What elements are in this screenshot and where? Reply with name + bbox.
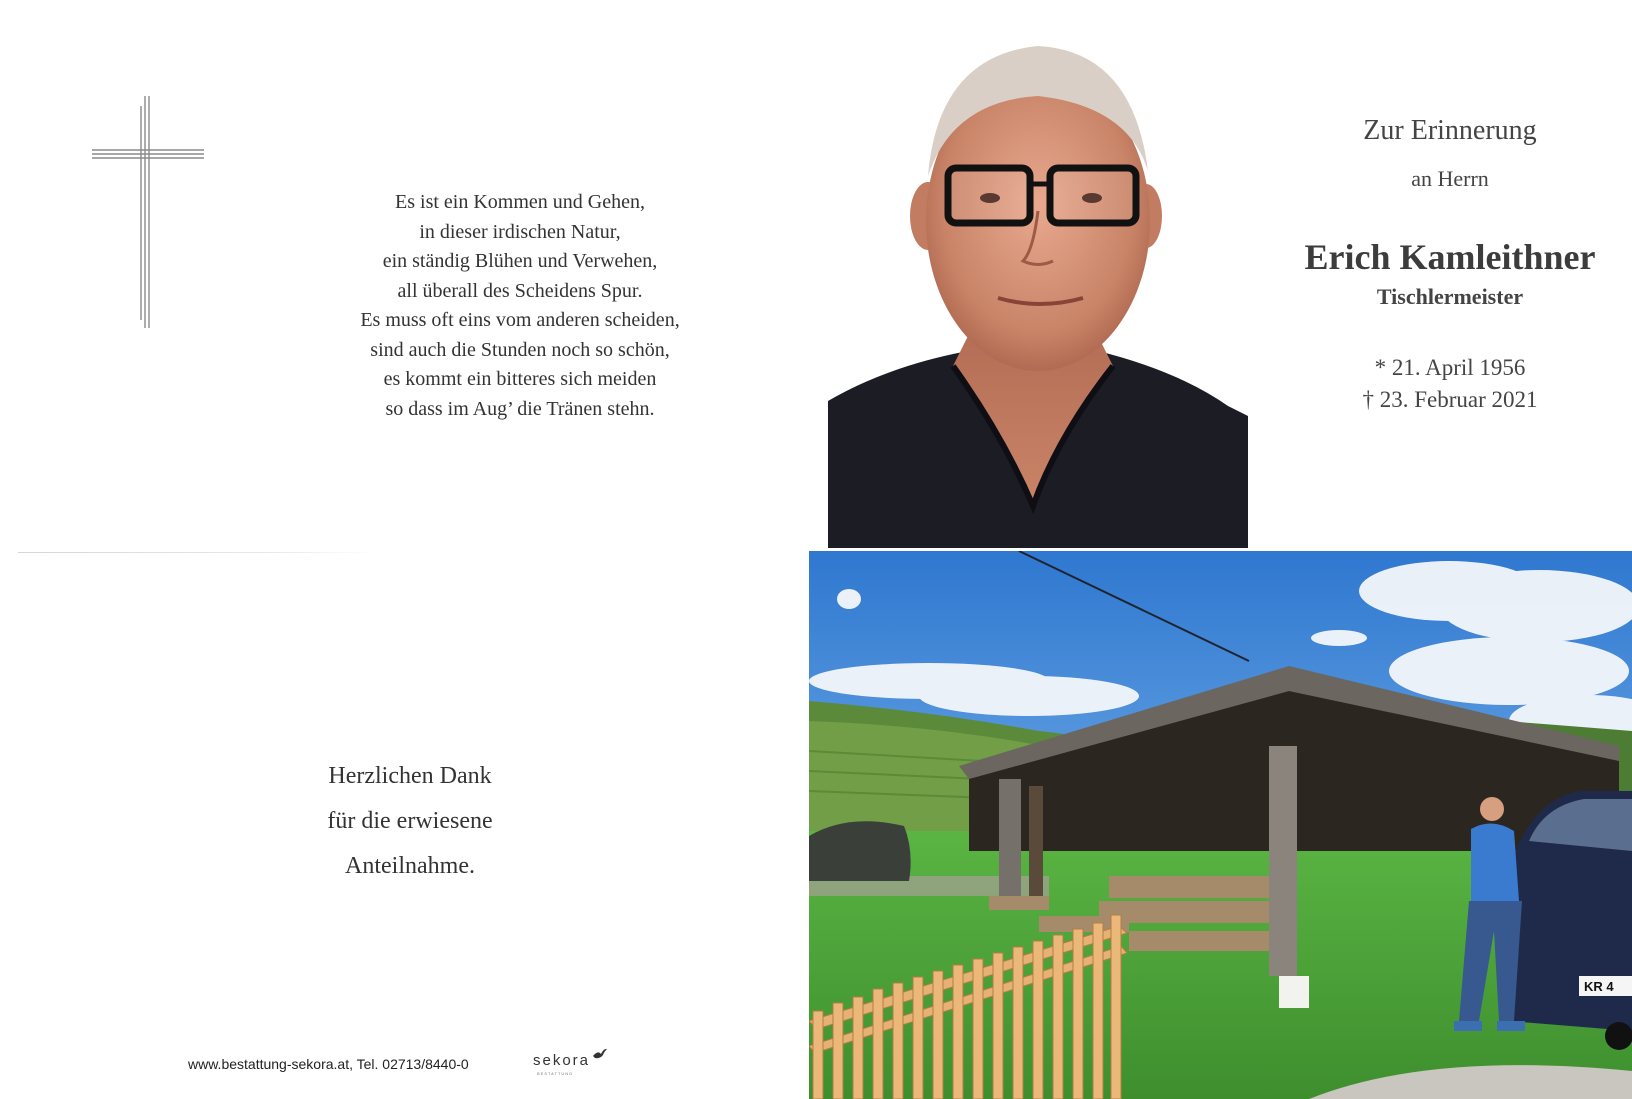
thanks-line-1: Herzlichen Dank <box>328 763 492 789</box>
poem-line: Es ist ein Kommen und Gehen, <box>395 191 645 213</box>
poem-line: ein ständig Blühen und Verwehen, <box>382 250 658 272</box>
deceased-name: Erich Kamleithner <box>1304 237 1596 277</box>
thanks-line-3: Anteilnahme. <box>345 853 475 879</box>
birth-date: * 21. April 1956 <box>1374 355 1526 380</box>
poem-line: sind auch die Stunden noch so schön, <box>370 338 670 361</box>
thanks-line-2: für die erwiesene <box>327 808 493 834</box>
poem-line: all überall des Scheidens Spur. <box>397 279 643 302</box>
thanks-block <box>260 754 560 889</box>
bird-icon <box>592 1048 608 1060</box>
sekora-logo: sekora <box>533 1052 591 1069</box>
portrait-photo <box>828 36 1248 548</box>
memorial-heading: Zur Erinnerung <box>1363 115 1537 146</box>
deceased-profession: Tischlermeister <box>1376 284 1524 309</box>
memorial-salutation: an Herrn <box>1411 166 1489 191</box>
poem-line: so dass im Aug’ die Tränen stehn. <box>385 397 655 420</box>
poem-line: Es muss oft eins vom anderen scheiden, <box>360 309 680 331</box>
poem <box>300 188 740 424</box>
sekora-logo-sub: BESTATTUNG <box>537 1071 574 1076</box>
poem-line: es kommt ein bitteres sich meiden <box>383 368 657 390</box>
cross-icon <box>92 96 204 328</box>
death-date: † 23. Februar 2021 <box>1362 387 1538 412</box>
workshop-photo <box>809 551 1632 1099</box>
fold-divider <box>18 552 378 553</box>
poem-line: in dieser irdischen Natur, <box>419 220 621 243</box>
car-plate: KR 4 <box>1584 979 1614 994</box>
footer-contact: www.bestattung-sekora.at, Tel. 02713/8440-0 <box>188 1056 469 1072</box>
